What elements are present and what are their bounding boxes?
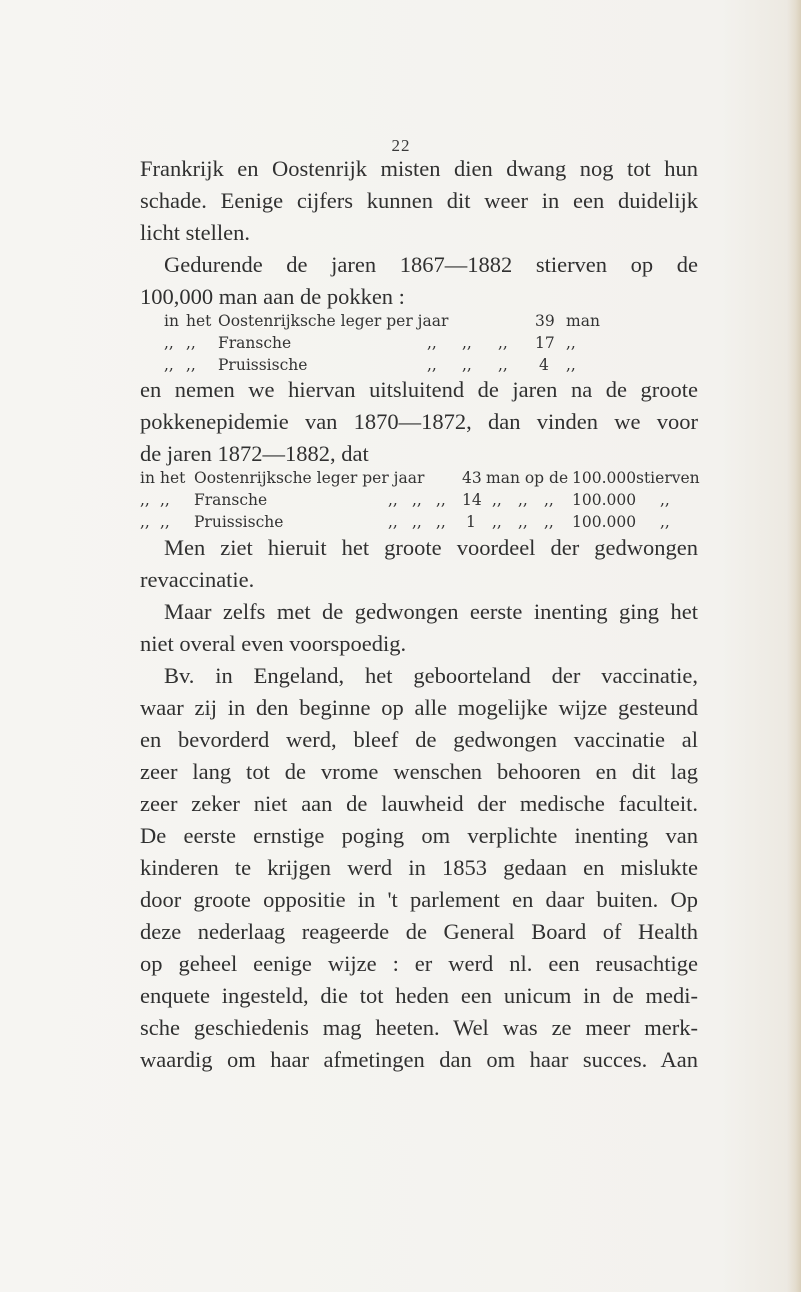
ditto-mark: ,, — [436, 491, 446, 509]
text-line: 100,000 man aan de pokken : — [140, 284, 405, 309]
text-line: de jaren 1872—1882, dat — [140, 441, 369, 466]
ditto-mark: ,, — [140, 491, 150, 509]
army-name: Fransche — [194, 491, 268, 509]
ditto-mark: ,, — [462, 334, 472, 352]
ditto-mark: ,, — [518, 491, 528, 509]
ditto-mark: ,, — [498, 334, 508, 352]
text-line: Maar zelfs met de gedwongen eerste inenting ging het — [164, 599, 698, 624]
paragraph-6 — [140, 660, 698, 1076]
text-line: deze nederlaag reageerde de General Board of Health — [140, 919, 698, 944]
ditto-mark: ,, — [660, 491, 670, 509]
text-line: sche geschiedenis mag heeten. Wel was ze meer merk- — [140, 1015, 698, 1040]
table-cell: in — [164, 312, 179, 330]
text-line: Men ziet hieruit het groote voordeel der gedwongen — [164, 535, 698, 560]
text-line: door groote oppositie in 't parlement en daar buiten. Op — [140, 887, 698, 912]
text-line: zeer zeker niet aan de lauwheid der medische faculteit. — [140, 791, 698, 816]
table-cell: het — [160, 469, 186, 487]
army-name: Oostenrijksche leger per jaar — [218, 312, 449, 330]
ditto-mark: ,, — [412, 513, 422, 531]
deaths-value: 39 — [535, 312, 555, 330]
ditto-mark: ,, — [388, 513, 398, 531]
ditto-mark: ,, — [566, 356, 576, 374]
text-line: schade. Eenige cijfers kunnen dit weer in een duidelijk — [140, 188, 698, 213]
ditto-mark: ,, — [436, 513, 446, 531]
table-cell: het — [186, 312, 212, 330]
text-line: niet overal even voorspoedig. — [140, 631, 407, 656]
paragraph-3 — [140, 374, 698, 470]
text-line: Frankrijk en Oostenrijk misten dien dwang nog tot hun — [140, 156, 698, 181]
deaths-value: 1 — [466, 513, 476, 531]
population-value: 100.000 — [572, 513, 637, 531]
ditto-mark: ,, — [544, 513, 554, 531]
army-name: Fransche — [218, 334, 292, 352]
ditto-mark: ,, — [566, 334, 576, 352]
ditto-mark: ,, — [412, 491, 422, 509]
ditto-mark: ,, — [186, 334, 196, 352]
table-cell: stierven — [636, 469, 700, 487]
text-line: zeer lang tot de vrome wenschen behooren en dit lag — [140, 759, 698, 784]
deaths-value: 43 — [462, 469, 482, 487]
ditto-mark: ,, — [186, 356, 196, 374]
text-line: en nemen we hiervan uitsluitend de jaren na de groote — [140, 377, 698, 402]
ditto-mark: ,, — [427, 356, 437, 374]
deaths-value: 4 — [539, 356, 549, 374]
text-line: Gedurende de jaren 1867—1882 stierven op de — [164, 252, 698, 277]
ditto-mark: ,, — [498, 356, 508, 374]
text-line: op geheel eenige wijze : er werd nl. een reusachtige — [140, 951, 698, 976]
army-name: Pruissische — [194, 513, 284, 531]
text-line: pokkenepidemie van 1870—1872, dan vinden we voor — [140, 409, 698, 434]
population-value: 100.000 — [572, 469, 637, 487]
army-name: Oostenrijksche leger per jaar — [194, 469, 425, 487]
text-line: licht stellen. — [140, 220, 250, 245]
ditto-mark: ,, — [160, 491, 170, 509]
paragraph-1 — [140, 153, 698, 249]
text-line: waar zij in den beginne op alle mogelijke wijze gesteund — [140, 695, 698, 720]
army-name: Pruissische — [218, 356, 308, 374]
population-value: 100.000 — [572, 491, 637, 509]
ditto-mark: ,, — [140, 513, 150, 531]
text-line: kinderen te krijgen werd in 1853 gedaan en mislukte — [140, 855, 698, 880]
paragraph-4 — [140, 532, 698, 596]
table-cell: man — [566, 312, 600, 330]
text-line: enquete ingesteld, die tot heden een unicum in de medi- — [140, 983, 698, 1008]
ditto-mark: ,, — [160, 513, 170, 531]
ditto-mark: ,, — [164, 334, 174, 352]
ditto-mark: ,, — [462, 356, 472, 374]
ditto-mark: ,, — [388, 491, 398, 509]
page-edge-shadow — [787, 0, 801, 1292]
ditto-mark: ,, — [492, 491, 502, 509]
ditto-mark: ,, — [544, 491, 554, 509]
text-line: waardig om haar afmetingen dan om haar succes. Aan — [140, 1047, 698, 1072]
ditto-mark: ,, — [660, 513, 670, 531]
text-line: revaccinatie. — [140, 567, 255, 592]
deaths-value: 17 — [535, 334, 555, 352]
paragraph-2 — [140, 249, 698, 313]
ditto-mark: ,, — [492, 513, 502, 531]
table-cell: man op de — [486, 469, 569, 487]
page-number: 22 — [391, 136, 411, 155]
text-line: Bv. in Engeland, het geboorteland der vaccinatie, — [164, 663, 698, 688]
ditto-mark: ,, — [518, 513, 528, 531]
text-line: De eerste ernstige poging om verplichte inenting van — [140, 823, 698, 848]
text-line: en bevorderd werd, bleef de gedwongen vaccinatie al — [140, 727, 698, 752]
paragraph-5 — [140, 596, 698, 660]
ditto-mark: ,, — [427, 334, 437, 352]
ditto-mark: ,, — [164, 356, 174, 374]
deaths-value: 14 — [462, 491, 482, 509]
table-cell: in — [140, 469, 155, 487]
